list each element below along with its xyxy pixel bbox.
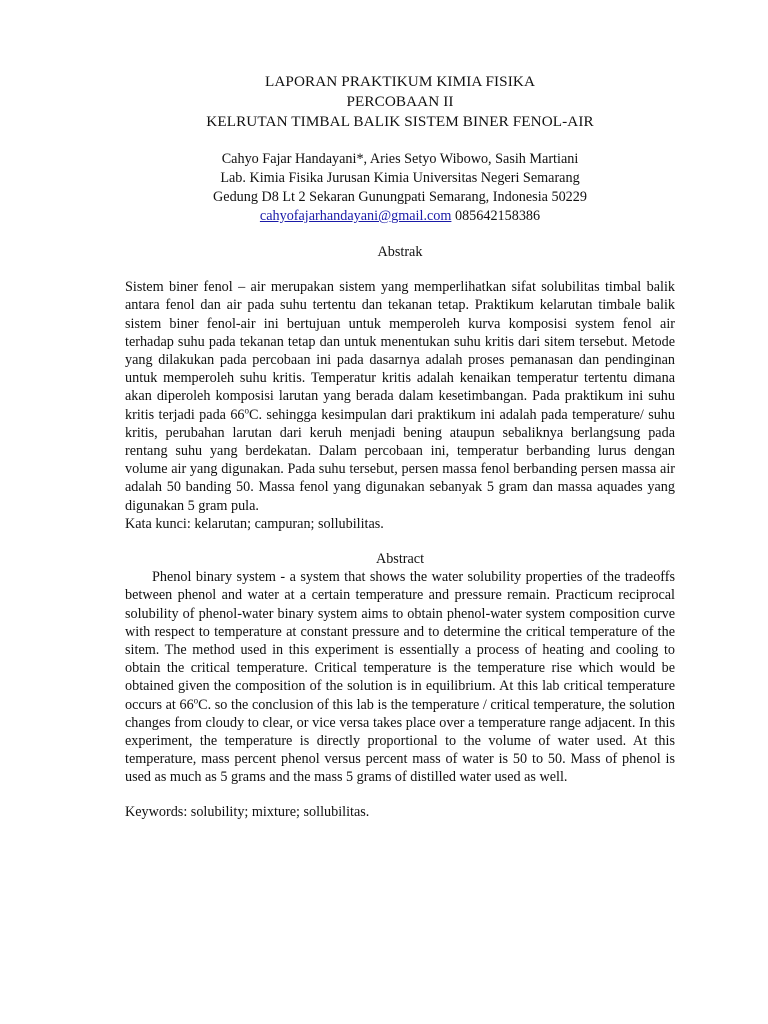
paper-page [125, 72, 675, 835]
address: Gedung D8 Lt 2 Sekaran Gunungpati Semarang, Indonesia 50229 [213, 189, 587, 205]
abstrak-keywords: Kata kunci: kelarutan; campuran; sollubilitas. [125, 515, 384, 532]
abstract-keywords: Keywords: solubility; mixture; sollubilitas. [125, 803, 370, 820]
abstrak-text-part2: C. sehingga kesimpulan dari praktikum ini adalah pada temperature/ suhu kritis, perubahan larutan dari keruh menjadi bening ataupun sebaliknya berlangsung pada rentang suhu yang berdekatan. Dalam percobaan ini, temperatur berbanding lurus dengan volume air yang digunakan. Pada suhu tersebut, persen massa fenol berbanding persen massa air adalah 50 banding 50. Massa fenol yang digunakan sebanyak 5 gram dan massa aquades yang digunakan 5 gram pula. [125, 406, 675, 514]
abstrak-heading: Abstrak [377, 244, 423, 260]
paper-title: KELRUTAN TIMBAL BALIK SISTEM BINER FENOL-AIR [206, 113, 594, 130]
title-block [125, 72, 675, 132]
report-title: LAPORAN PRAKTIKUM KIMIA FISIKA [264, 73, 536, 90]
phone-number: 085642158386 [451, 208, 541, 224]
abstract-text-part1: Phenol binary system - a system that shows the water solubility properties of the tradeoffs between phenol and water at a certain temperature and pressure remain. Practicum reciprocal solubility of phenol-water binary system aims to obtain phenol-water system composition curve with respect to temperature at constant pressure and to determine the critical temperature of the sitem. The method used in this experiment is essentially a process of heating and cooling to obtain the critical temperature. Critical temperature is the temperature rise which would be obtained given the composition of the solution is in equilibrium. At this lab critical temperature occurs at 66 [125, 569, 675, 713]
abstract-body [125, 568, 675, 786]
affiliation: Lab. Kimia Fisika Jurusan Kimia Universitas Negeri Semarang [220, 170, 580, 186]
abstrak-text-part1: Sistem biner fenol – air merupakan sistem yang memperlihatkan sifat solubilitas timbal balik antara fenol dan air pada suhu tertentu dan tekanan tetap. Praktikum kelarutan timbale balik sistem biner fenol-air ini bertujuan untuk memperoleh kurva komposisi system fenol air terhadap suhu pada tekanan tetap dan untuk menentukan suhu kritis dari sitem tersebut. Metode yang dilakukan pada percobaan ini pada dasarnya adalah proses pemanasan dan pendinginan untuk memperoleh suhu kritis. Temperatur kritis adalah kenaikan temperatur tertentu dimana akan diperoleh komposisi larutan yang berada dalam kesetimbangan. Pada praktikum ini suhu kritis terjadi pada 66 [125, 279, 675, 423]
degree-symbol: o [244, 404, 250, 415]
contact-line [125, 207, 675, 226]
abstract-text-part2: C. so the conclusion of this lab is the temperature / critical temperature, the solution changes from cloudy to clear, or vice versa takes place over a temperature range adjacent. In this experiment, the temperature is directly proportional to the volume of water used. At this temperature, mass percent phenol versus percent mass of water is 50 to 50. Mass of phenol is used as much as 5 grams and the mass 5 grams of distilled water used as well. [125, 696, 675, 786]
degree-symbol: o [193, 694, 199, 705]
author-block [125, 150, 675, 226]
abstrak-body [125, 278, 675, 515]
email-link[interactable]: cahyofajarhandayani@gmail.com [259, 208, 452, 224]
author-names: Cahyo Fajar Handayani*, Aries Setyo Wibowo, Sasih Martiani [221, 151, 579, 167]
abstract-heading: Abstract [375, 551, 425, 568]
experiment-number: PERCOBAAN II [346, 93, 454, 110]
